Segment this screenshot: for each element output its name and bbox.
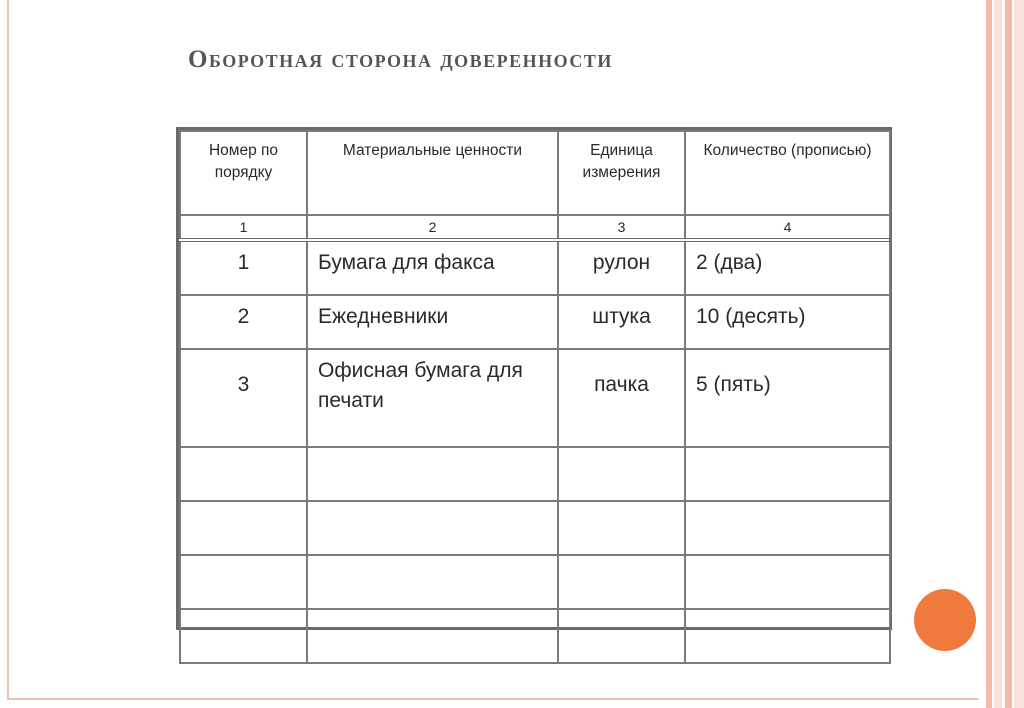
row-unit: [558, 447, 685, 501]
table-header-row: [180, 131, 890, 215]
column-number-row: [180, 215, 890, 240]
power-of-attorney-table: [176, 127, 892, 630]
row-number: 1: [180, 240, 307, 295]
row-quantity: 5 (пять): [685, 349, 890, 447]
table-row: [180, 349, 890, 447]
column-number: 3: [558, 215, 685, 240]
header-material-values: Материальные ценности: [307, 131, 558, 215]
slide-title: Оборотная сторона доверенности: [188, 46, 613, 73]
table-row: [180, 295, 890, 349]
row-number: [180, 555, 307, 609]
row-unit: рулон: [558, 240, 685, 295]
row-unit: [558, 501, 685, 555]
row-number: [180, 447, 307, 501]
row-item: [307, 609, 558, 663]
row-quantity: [685, 555, 890, 609]
decorative-circle: [914, 589, 976, 651]
column-number: 1: [180, 215, 307, 240]
row-unit: штука: [558, 295, 685, 349]
row-item: [307, 501, 558, 555]
header-number: Номер по порядку: [180, 131, 307, 215]
header-quantity: Количество (прописью): [685, 131, 890, 215]
row-quantity: [685, 609, 890, 663]
row-quantity: [685, 447, 890, 501]
row-item: Ежедневники: [307, 295, 558, 349]
row-unit: [558, 609, 685, 663]
row-number: 2: [180, 295, 307, 349]
table-row: [180, 609, 890, 663]
row-quantity: 2 (два): [685, 240, 890, 295]
row-unit: [558, 555, 685, 609]
row-number: [180, 609, 307, 663]
column-number: 4: [685, 215, 890, 240]
table-row: [180, 555, 890, 609]
row-item: [307, 555, 558, 609]
row-number: [180, 501, 307, 555]
table-row: [180, 240, 890, 295]
table-row: [180, 501, 890, 555]
header-unit: Единица измерения: [558, 131, 685, 215]
row-item: [307, 447, 558, 501]
row-quantity: [685, 501, 890, 555]
row-item: Офисная бумага для печати: [307, 349, 558, 447]
row-unit: пачка: [558, 349, 685, 447]
row-item: Бумага для факса: [307, 240, 558, 295]
column-number: 2: [307, 215, 558, 240]
table-row: [180, 447, 890, 501]
row-quantity: 10 (десять): [685, 295, 890, 349]
decorative-stripes: [980, 0, 1024, 708]
row-number: 3: [180, 349, 307, 447]
